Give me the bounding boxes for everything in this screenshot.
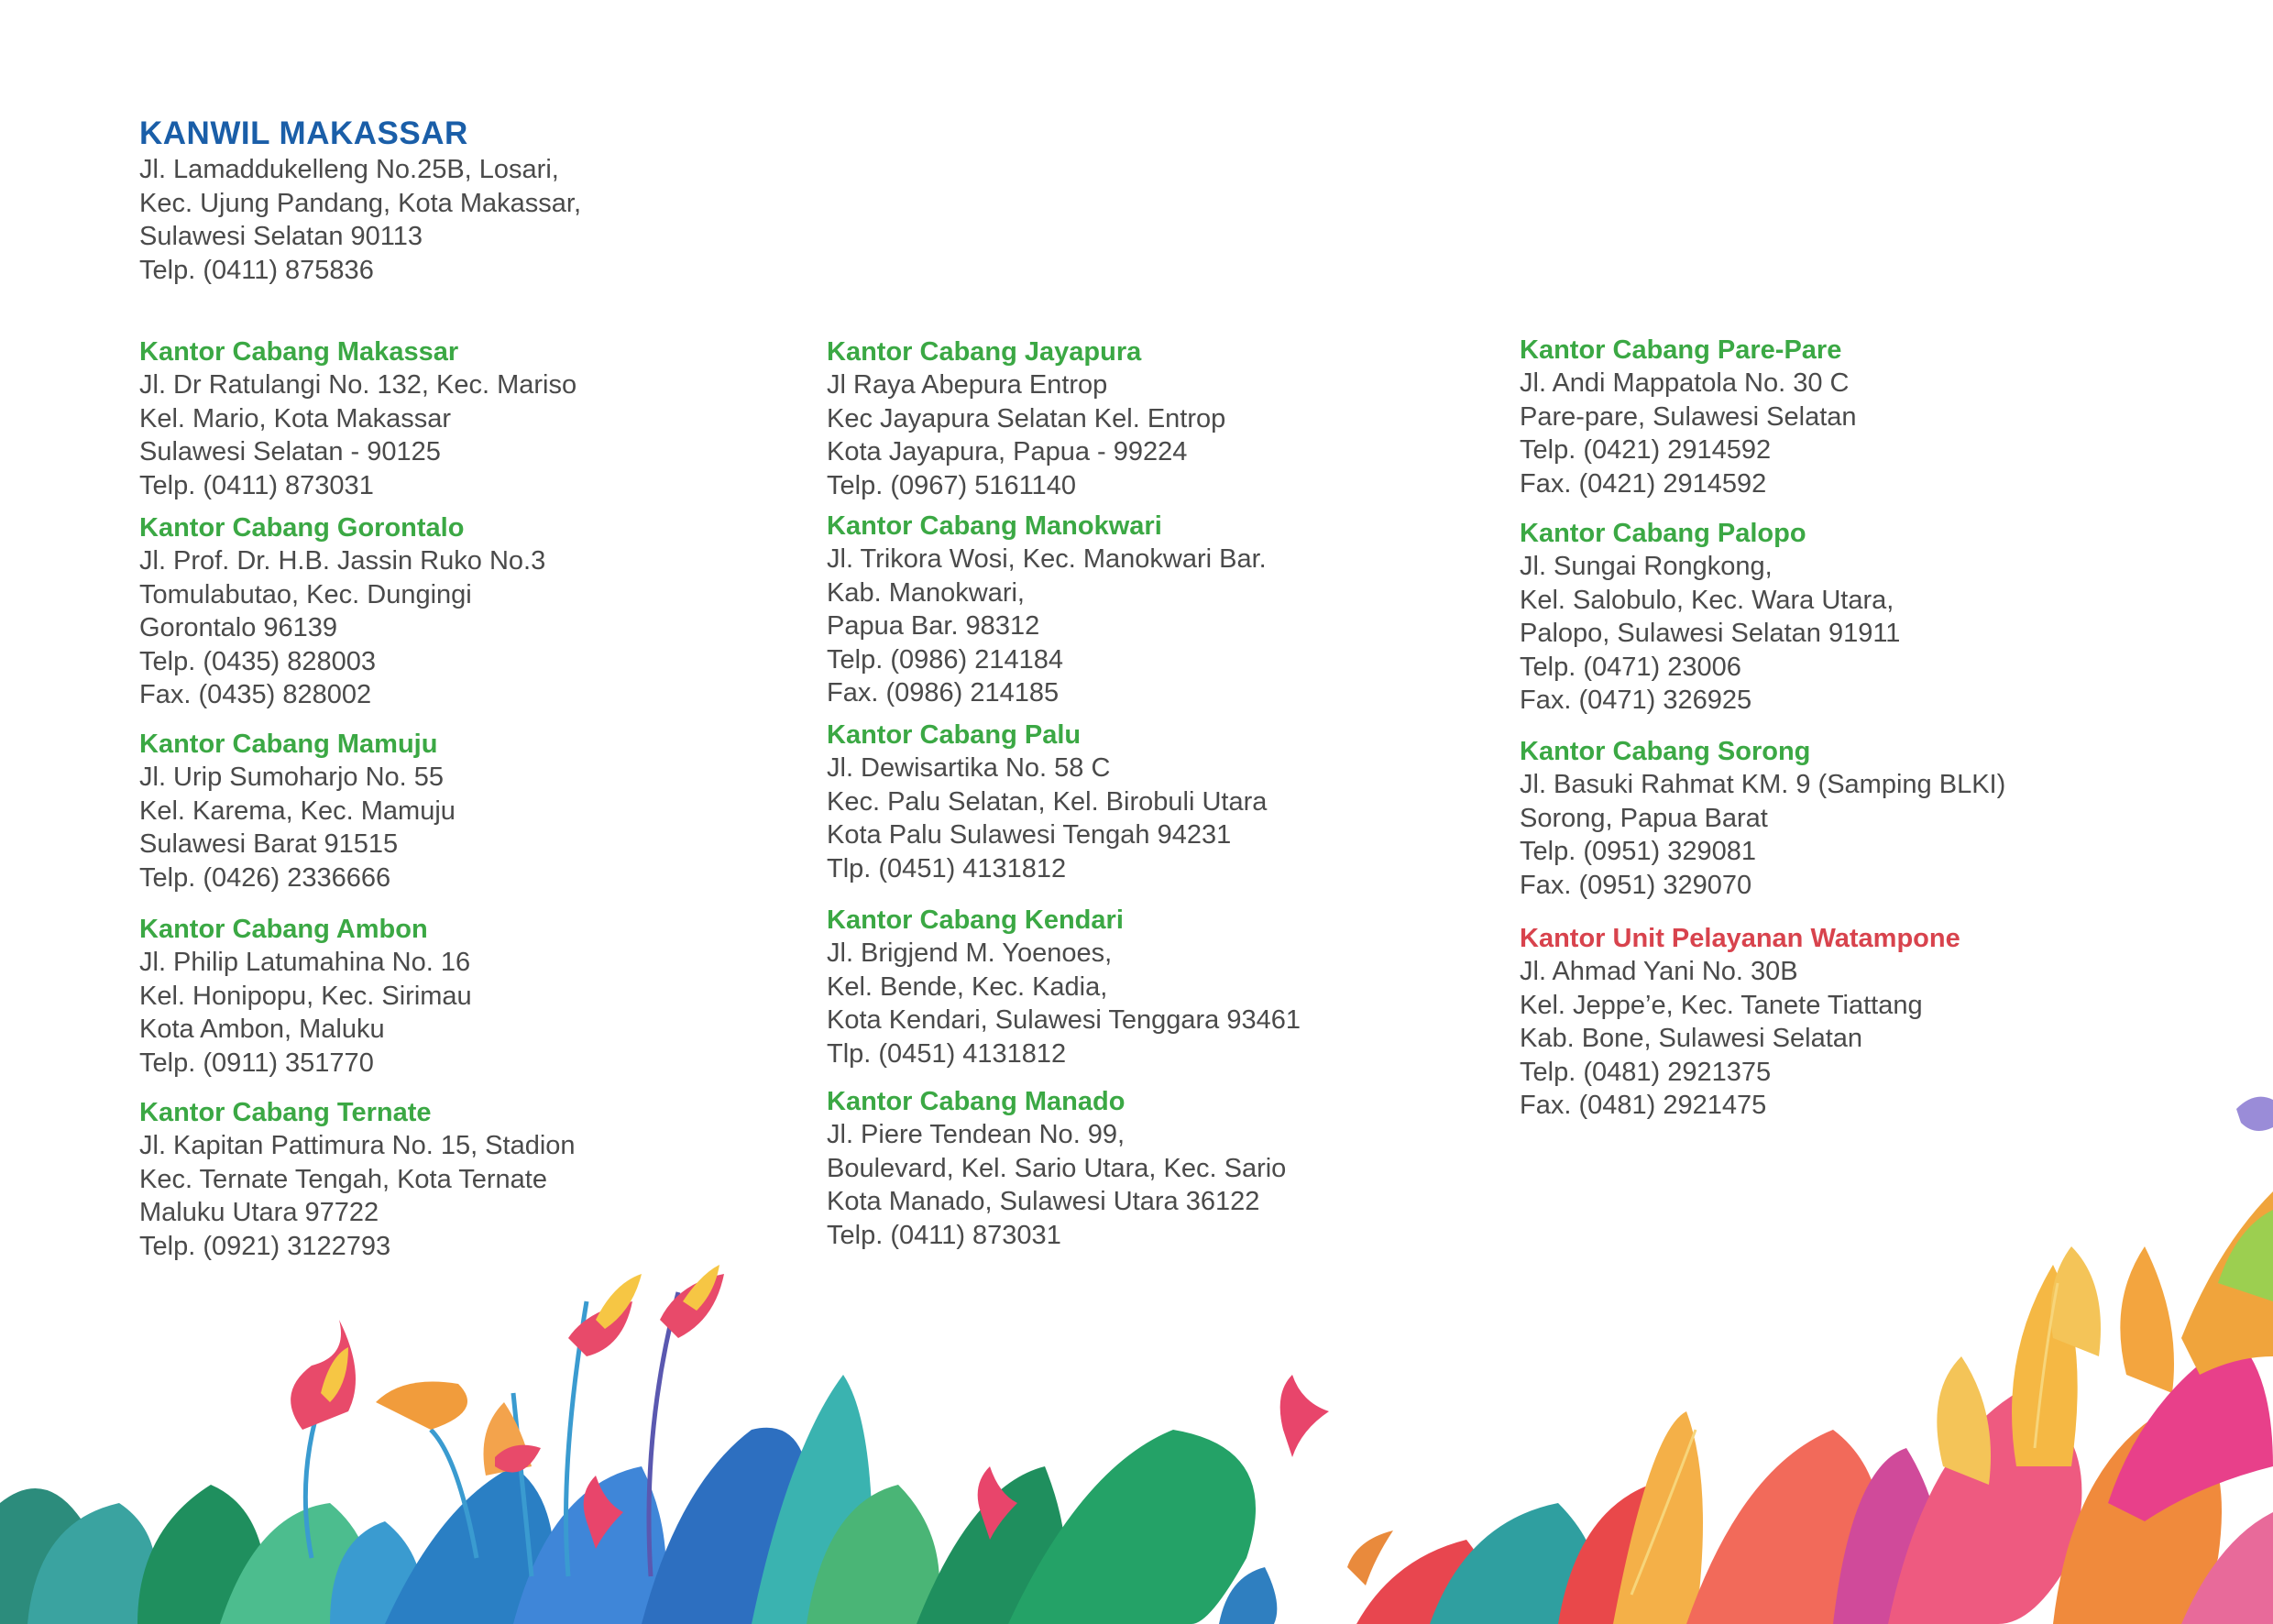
office-palu [827, 719, 1267, 885]
office-name: Kantor Cabang Palopo [1520, 519, 1806, 548]
butterfly-pink [978, 1466, 1017, 1540]
office-line: Boulevard, Kel. Sario Utara, Kec. Sario [827, 1153, 1287, 1183]
leaf [642, 1428, 810, 1624]
leaf [137, 1485, 267, 1624]
office-line: Papua Bar. 98312 [827, 611, 1040, 642]
flower-stems [305, 1292, 678, 1576]
office-line: Jl Raya Abepura Entrop [827, 370, 1108, 400]
butterfly-pink [1280, 1375, 1329, 1457]
flower [495, 1445, 541, 1473]
leaf [2108, 1338, 2273, 1521]
office-line: Jl. Trikora Wosi, Kec. Manokwari Bar. [827, 544, 1267, 574]
office-line: Telp. (0481) 2921375 [1520, 1057, 1772, 1087]
office-line: Telp. (0426) 2336666 [139, 862, 391, 893]
office-line: Telp. (0421) 2914592 [1520, 435, 1772, 466]
office-line: Sorong, Papua Barat [1520, 803, 1768, 833]
leaf [752, 1375, 873, 1624]
office-line: Maluku Utara 97722 [139, 1198, 379, 1228]
flower [321, 1347, 348, 1402]
office-line: Fax. (0435) 828002 [139, 680, 372, 710]
leaf [1833, 1448, 1945, 1624]
flowers [291, 1265, 1393, 1586]
office-line: Jl. Dewisartika No. 58 C [827, 753, 1111, 783]
butterfly-purple [2236, 1097, 2273, 1131]
butterfly-orange [1347, 1531, 1393, 1586]
leaf [2181, 1191, 2273, 1375]
office-manokwari [827, 510, 1267, 710]
office-line: Fax. (0471) 326925 [1520, 686, 1752, 716]
region-address-line: Jl. Lamaddukelleng No.25B, Losari, [139, 155, 559, 184]
flower [660, 1274, 724, 1338]
office-name: Kantor Cabang Jayapura [827, 337, 1142, 367]
office-line: Kec. Ternate Tengah, Kota Ternate [139, 1164, 547, 1194]
office-line: Telp. (0986) 214184 [827, 644, 1063, 675]
flower [596, 1274, 642, 1329]
office-line: Telp. (0471) 23006 [1520, 652, 1741, 682]
office-sorong [1520, 735, 2005, 902]
left-leaves [0, 1375, 1277, 1624]
office-line: Jl. Dr Ratulangi No. 132, Kec. Mariso [139, 370, 577, 400]
leaf [0, 1488, 89, 1624]
office-line: Kel. Jeppe’e, Kec. Tanete Tiattang [1520, 990, 1923, 1020]
leaf [2012, 1265, 2078, 1466]
office-line: Kel. Honipopu, Kec. Sirimau [139, 981, 472, 1011]
flower [376, 1382, 467, 1431]
office-line: Kota Palu Sulawesi Tengah 94231 [827, 820, 1232, 850]
office-watampone [1520, 922, 1960, 1123]
leaf [385, 1466, 555, 1624]
office-name: Kantor Cabang Ternate [139, 1098, 432, 1127]
leaf [220, 1503, 371, 1624]
office-line: Fax. (0986) 214185 [827, 678, 1060, 708]
region-address-line: Kec. Ujung Pandang, Kota Makassar, [139, 188, 582, 218]
office-line: Tlp. (0451) 4131812 [827, 853, 1067, 883]
office-gorontalo [139, 511, 545, 712]
office-line: Tomulabutao, Kec. Dungingi [139, 579, 472, 609]
office-line: Jl. Brigjend M. Yoenoes, [827, 938, 1113, 968]
office-name: Kantor Cabang Ambon [139, 915, 428, 944]
office-line: Kab. Bone, Sulawesi Selatan [1520, 1024, 1863, 1054]
office-line: Kec Jayapura Selatan Kel. Entrop [827, 403, 1226, 433]
office-line: Jl. Ahmad Yani No. 30B [1520, 957, 1798, 986]
office-line: Telp. (0951) 329081 [1520, 837, 1756, 867]
office-name: Kantor Cabang Pare-Pare [1520, 335, 1842, 365]
office-line: Telp. (0435) 828003 [139, 646, 376, 676]
office-kendari [827, 904, 1301, 1070]
butterfly-pink [584, 1476, 623, 1549]
region-address-line: Sulawesi Selatan 90113 [139, 222, 423, 252]
office-name: Kantor Cabang Makassar [139, 337, 459, 367]
office-line: Kel. Salobulo, Kec. Wara Utara, [1520, 585, 1894, 615]
leaf [2181, 1512, 2273, 1624]
office-line: Kota Ambon, Maluku [139, 1015, 385, 1045]
leaf [1613, 1411, 1703, 1624]
flower [484, 1402, 533, 1476]
office-name: Kantor Cabang Kendari [827, 905, 1124, 935]
region-address [139, 153, 581, 287]
office-mamuju [139, 728, 456, 894]
leaf [1558, 1485, 1697, 1624]
office-line: Kota Kendari, Sulawesi Tenggara 93461 [827, 1005, 1301, 1036]
office-line: Kec. Palu Selatan, Kel. Birobuli Utara [827, 786, 1268, 817]
leaf [1686, 1430, 1882, 1624]
office-line: Kel. Karema, Kec. Mamuju [139, 796, 456, 826]
office-line: Jl. Basuki Rahmat KM. 9 (Samping BLKI) [1520, 770, 2006, 799]
leaf [1937, 1356, 1991, 1485]
office-line: Jl. Sungai Rongkong, [1520, 552, 1773, 581]
office-line: Telp. (0411) 873031 [827, 1220, 1061, 1250]
region-title: KANWIL MAKASSAR [139, 115, 468, 151]
leaf [2053, 1411, 2222, 1624]
office-name: Kantor Cabang Sorong [1520, 737, 1811, 766]
office-line: Jl. Philip Latumahina No. 16 [139, 948, 471, 977]
office-line: Jl. Prof. Dr. H.B. Jassin Ruko No.3 [139, 546, 546, 576]
leaf [917, 1466, 1066, 1624]
leaf [1430, 1503, 1599, 1624]
office-line: Tlp. (0451) 4131812 [827, 1038, 1067, 1069]
leaf [1888, 1393, 2081, 1624]
leaf [330, 1521, 423, 1624]
office-name: Kantor Cabang Manado [827, 1087, 1126, 1116]
office-line: Palopo, Sulawesi Selatan 91911 [1520, 619, 1901, 649]
flower [568, 1301, 632, 1356]
office-line: Kel. Mario, Kota Makassar [139, 403, 452, 433]
office-name: Kantor Cabang Gorontalo [139, 513, 465, 543]
office-makassar [139, 335, 576, 502]
office-pare-pare [1520, 334, 1857, 500]
region-phone: Telp. (0411) 875836 [139, 255, 374, 285]
leaf-vein [1631, 1430, 1696, 1595]
office-line: Telp. (0921) 3122793 [139, 1231, 391, 1261]
office-line: Jl. Urip Sumoharjo No. 55 [139, 763, 445, 792]
office-line: Telp. (0911) 351770 [139, 1048, 374, 1078]
office-name: Kantor Cabang Mamuju [139, 730, 438, 759]
leaf-vein [2035, 1283, 2058, 1448]
office-line: Fax. (0481) 2921475 [1520, 1091, 1767, 1121]
flower [683, 1265, 719, 1311]
office-name: Kantor Unit Pelayanan Watampone [1520, 924, 1960, 953]
office-line: Fax. (0421) 2914592 [1520, 468, 1767, 499]
office-line: Kel. Bende, Kec. Kadia, [827, 971, 1108, 1002]
office-line: Kota Manado, Sulawesi Utara 36122 [827, 1187, 1260, 1217]
office-line: Jl. Andi Mappatola No. 30 C [1520, 368, 1850, 398]
leaf [2051, 1246, 2102, 1356]
flower [291, 1320, 356, 1430]
office-line: Telp. (0967) 5161140 [827, 470, 1076, 500]
office-line: Telp. (0411) 873031 [139, 470, 374, 500]
leaf [1219, 1567, 1277, 1624]
right-leaves [1356, 1097, 2273, 1624]
office-line: Sulawesi Selatan - 90125 [139, 437, 441, 467]
leaf [513, 1466, 666, 1624]
office-jayapura [827, 335, 1225, 502]
office-line: Gorontalo 96139 [139, 613, 338, 643]
office-line: Kota Jayapura, Papua - 99224 [827, 437, 1188, 467]
office-line: Kab. Manokwari, [827, 577, 1025, 608]
office-palopo [1520, 517, 1900, 718]
leaf [807, 1485, 939, 1624]
office-line: Jl. Kapitan Pattimura No. 15, Stadion [139, 1131, 576, 1160]
office-manado [827, 1085, 1286, 1252]
leaf [1008, 1430, 1256, 1624]
office-line: Jl. Piere Tendean No. 99, [827, 1120, 1126, 1149]
leaf [2120, 1246, 2174, 1393]
office-line: Fax. (0951) 329070 [1520, 870, 1752, 900]
leaf [27, 1503, 156, 1624]
office-line: Sulawesi Barat 91515 [139, 829, 399, 860]
office-line: Pare-pare, Sulawesi Selatan [1520, 401, 1857, 432]
office-ternate [139, 1096, 576, 1263]
leaf [2218, 1210, 2273, 1301]
office-name: Kantor Cabang Manokwari [827, 511, 1162, 541]
office-ambon [139, 913, 472, 1080]
leaf [1356, 1540, 1491, 1624]
office-name: Kantor Cabang Palu [827, 720, 1082, 750]
